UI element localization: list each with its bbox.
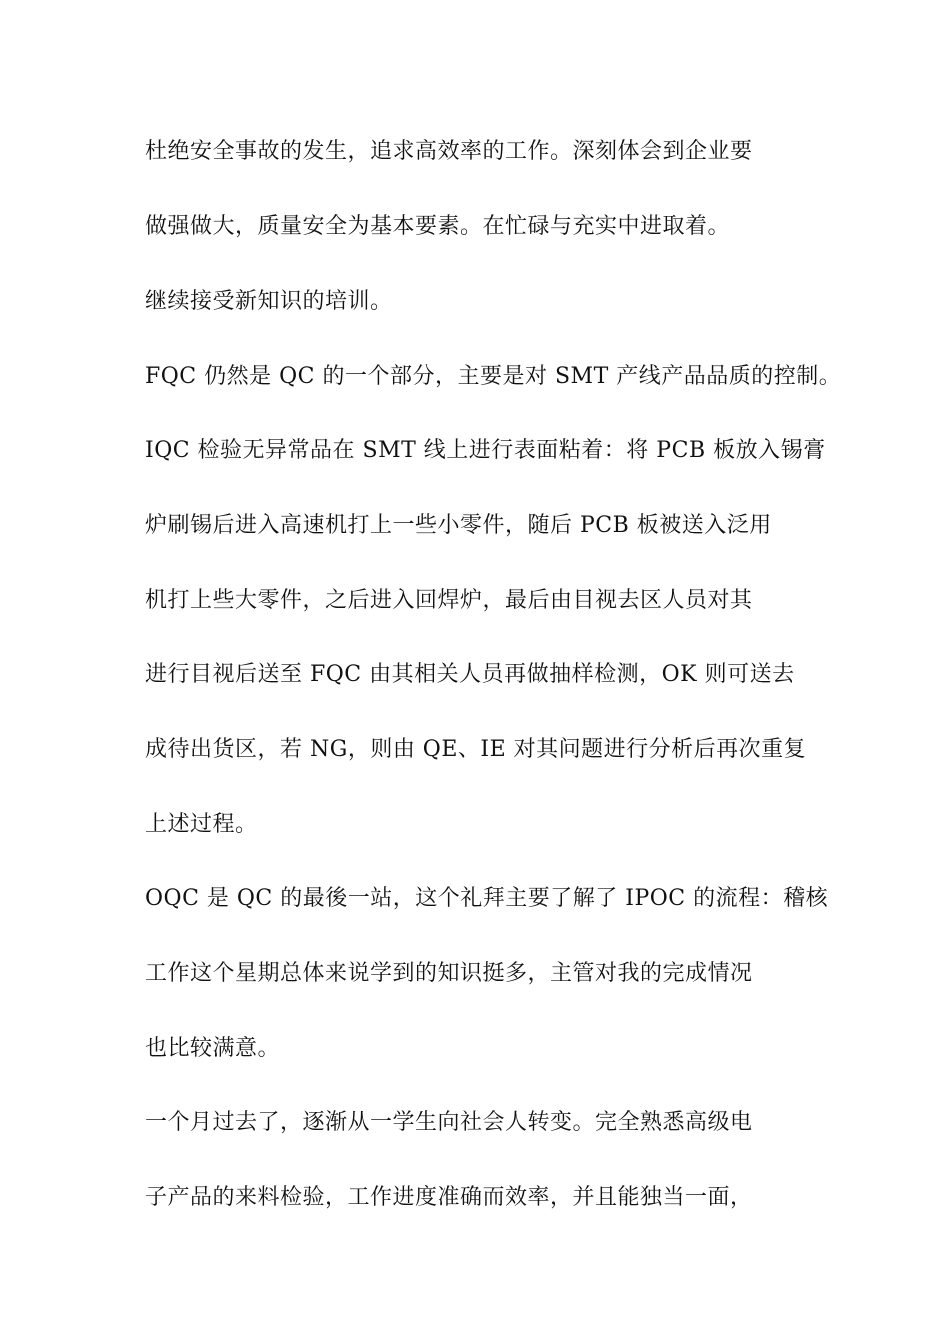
text-line: 机打上些大零件，之后进入回焊炉，最后由目视去区人员对其 <box>145 588 753 613</box>
text-line: 也比较满意。 <box>145 1036 281 1061</box>
text-line: OQC 是 QC 的最後一站，这个礼拜主要了解了 IPOC 的流程：稽核 <box>145 886 829 911</box>
text-line: 杜绝安全事故的发生，追求高效率的工作。深刻体会到企业要 <box>145 139 753 164</box>
text-line: 成待出货区，若 NG，则由 QE、IE 对其问题进行分析后再次重复 <box>145 737 807 762</box>
text-line: 进行目视后送至 FQC 由其相关人员再做抽样检测，OK 则可送去 <box>145 662 795 687</box>
text-line: 做强做大，质量安全为基本要素。在忙碌与充实中进取着。 <box>145 214 731 239</box>
text-line: 炉刷锡后进入高速机打上一些小零件，随后 PCB 板被送入泛用 <box>145 513 772 538</box>
text-line: 工作这个星期总体来说学到的知识挺多，主管对我的完成情况 <box>145 961 753 986</box>
text-line: 一个月过去了，逐渐从一学生向社会人转变。完全熟悉高级电 <box>145 1110 753 1135</box>
text-line: IQC 检验无异常品在 SMT 线上进行表面粘着：将 PCB 板放入锡膏 <box>145 438 826 463</box>
text-line: 上述过程。 <box>145 812 258 837</box>
text-line: FQC 仍然是 QC 的一个部分，主要是对 SMT 产线产品品质的控制。 <box>145 364 842 389</box>
text-line: 继续接受新知识的培训。 <box>145 289 393 314</box>
text-line: 子产品的来料检验，工作进度准确而效率，并且能独当一面， <box>145 1185 753 1210</box>
